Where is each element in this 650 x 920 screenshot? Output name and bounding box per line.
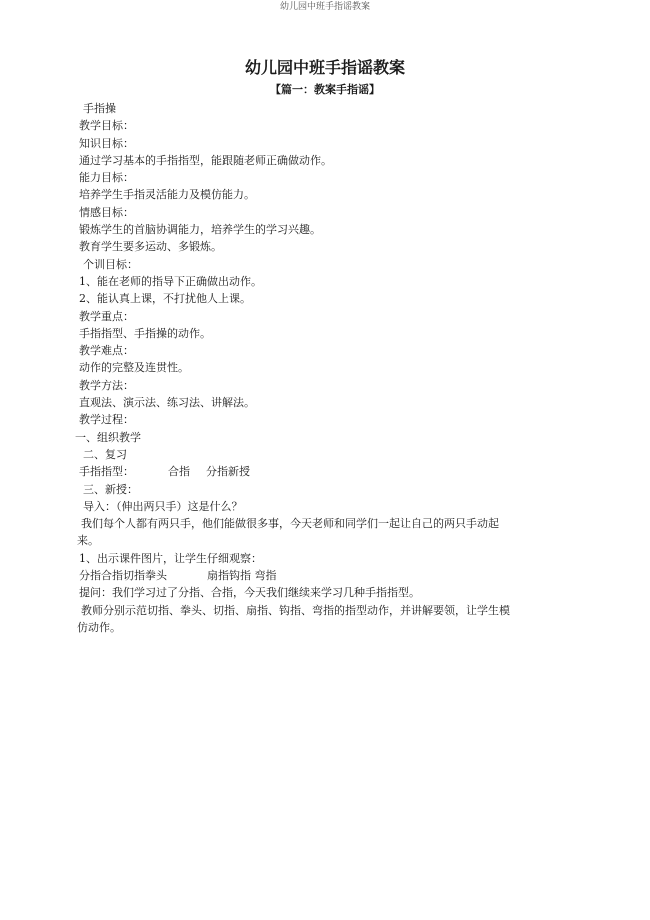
text-line: 知识目标： <box>79 136 134 150</box>
text-line: 锻炼学生的首脑协调能力，培养学生的学习兴趣。 <box>79 223 321 237</box>
text-line: 动作的完整及连贯性。 <box>79 361 189 375</box>
text-line: 教学目标： <box>79 119 134 133</box>
text-span: 扇指钩指 弯指 <box>207 569 277 583</box>
text-line: 教学难点： <box>79 344 134 358</box>
text-line: 直观法、演示法、练习法、讲解法。 <box>79 396 255 410</box>
text-line: 一、组织教学 <box>75 430 141 444</box>
text-span: 合指 <box>168 465 190 479</box>
text-line: 教育学生要多运动、多锻炼。 <box>79 240 222 254</box>
text-line <box>79 567 519 584</box>
text-line: 导入：（伸出两只手）这是什么？ <box>83 499 243 513</box>
text-span: 手指指型： <box>79 465 134 479</box>
text-paragraph: 教师分别示范切指、拳头、切指、扇指、钩指、弯指的指型动作，并讲解要领，让学生模仿动作。 <box>77 603 510 634</box>
text-line: 二、复习 <box>83 447 127 461</box>
text-line: 三、新授： <box>83 482 138 496</box>
text-line: 1、能在老师的指导下正确做出动作。 <box>79 274 262 288</box>
text-line: 提问：我们学习过了分指、合指，今天我们继续来学习几种手指指型。 <box>79 586 420 600</box>
document-subtitle: 【篇一：教案手指谣】 <box>270 83 380 96</box>
text-span: 分指合指切指拳头 <box>79 569 167 583</box>
text-line: 2、能认真上课，不打扰他人上课。 <box>79 292 251 306</box>
text-line: 培养学生手指灵活能力及模仿能力。 <box>79 188 255 202</box>
text-line: 情感目标： <box>79 205 134 219</box>
text-line: 1、出示课件图片，让学生仔细观察： <box>79 551 262 565</box>
text-line: 教学重点： <box>79 309 134 323</box>
text-span: 分指新授 <box>206 465 250 479</box>
text-line: 手指操 <box>83 102 116 115</box>
text-line: 通过学习基本的手指指型，能跟随老师正确做动作。 <box>79 153 332 167</box>
text-line: 手指指型、手指操的动作。 <box>79 326 211 340</box>
text-line: 教学过程： <box>79 413 134 427</box>
text-line: 教学方法： <box>79 378 134 392</box>
running-header: 幼儿园中班手指谣教案 <box>279 2 370 12</box>
text-line <box>79 463 519 480</box>
text-line: 个训目标： <box>83 257 138 271</box>
document-title: 幼儿园中班手指谣教案 <box>244 58 405 77</box>
text-line: 能力目标： <box>79 171 134 185</box>
document-body <box>75 100 519 636</box>
text-paragraph: 我们每个人都有两只手，他们能做很多事，今天老师和同学们一起让自己的两只手动起来。 <box>77 517 499 548</box>
